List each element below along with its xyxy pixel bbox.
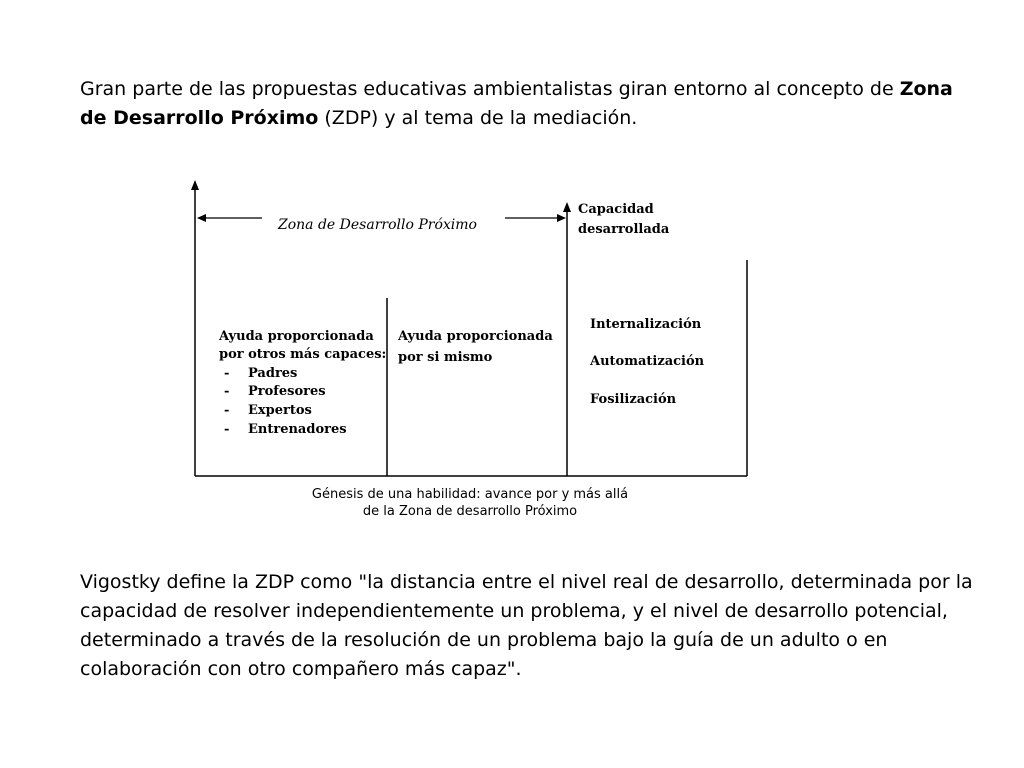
right-col-item: Automatización <box>590 354 705 369</box>
mid-col-line2: por si mismo <box>398 350 493 365</box>
caption-line1: Génesis de una habilidad: avance por y más allá <box>311 487 629 502</box>
outro-paragraph: Vigostky define la ZDP como "la distancia entre el nivel real de desarrollo, determinada por la capacidad de resolver independientemente un problema, y el nivel de desarrollo potencial, determinado a través de la resolución de un problema bajo la guía de un adulto o en colaboración con otro compañero más capaz". <box>80 571 973 680</box>
intro-text-before: Gran parte de las propuestas educativas ambientalistas giran entorno al concepto de <box>80 78 900 100</box>
left-col-item: Entrenadores <box>248 422 347 437</box>
right-axis-arrowhead <box>563 202 571 212</box>
left-col-item: Profesores <box>248 384 326 399</box>
left-col-bullet: - <box>224 403 230 418</box>
caption-line2: de la Zona de desarrollo Próximo <box>362 504 578 519</box>
mid-col-line1: Ayuda proporcionada <box>398 329 553 344</box>
left-col-line1: Ayuda proporcionada <box>219 329 374 344</box>
left-axis-arrowhead <box>191 180 199 190</box>
diagram-caption <box>270 486 670 520</box>
zone-label: Zona de Desarrollo Próximo <box>278 217 477 233</box>
capacity-label-line2: desarrollada <box>578 222 670 237</box>
zone-arrowhead-left <box>197 214 206 222</box>
left-col-item: Padres <box>248 366 298 381</box>
right-col-item: Fosilización <box>590 392 677 407</box>
left-col-item: Expertos <box>248 403 312 418</box>
zone-arrowhead-right <box>557 214 566 222</box>
intro-text-after: (ZDP) y al tema de la mediación. <box>318 107 638 129</box>
capacity-label-line1: Capacidad <box>578 202 654 217</box>
left-col-bullet: - <box>224 422 230 437</box>
intro-bold-term: Zona de Desarrollo Próximo <box>80 78 953 129</box>
left-col-line2: por otros más capaces: <box>219 347 387 362</box>
left-col-bullet: - <box>224 366 230 381</box>
right-col-item: Internalización <box>590 317 702 332</box>
left-col-bullet: - <box>224 384 230 399</box>
